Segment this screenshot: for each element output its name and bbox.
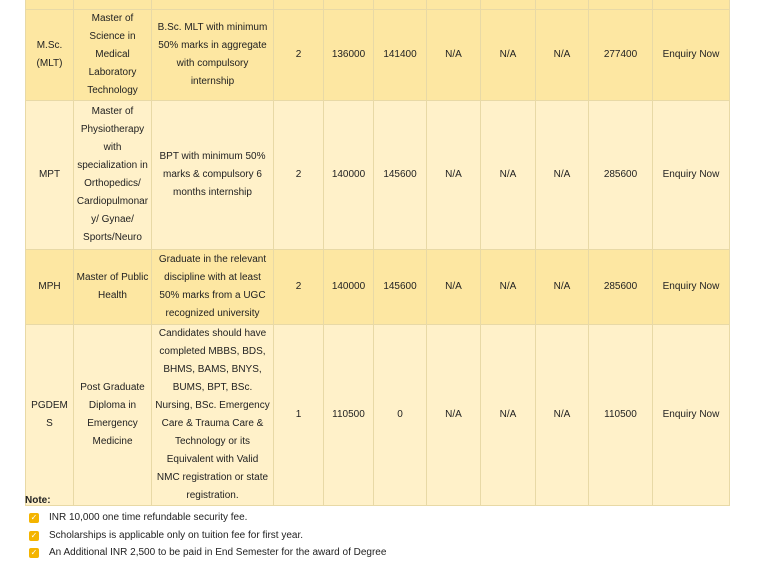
program-col-7: N/A <box>481 10 536 101</box>
note-item <box>25 547 386 559</box>
program-fee-2: 145600 <box>374 101 427 250</box>
program-eligibility: BPT with minimum 50% marks & compulsory 6 months internship <box>152 101 274 250</box>
program-code: MPH <box>26 250 74 325</box>
checkbox-checked-icon: ✓ <box>30 513 38 522</box>
program-code: PGDEMS <box>26 325 74 506</box>
program-total: 110500 <box>589 325 653 506</box>
program-col-7: N/A <box>481 325 536 506</box>
program-fee-2: 145600 <box>374 250 427 325</box>
program-duration: 1 <box>274 325 324 506</box>
program-col-8: N/A <box>536 10 589 101</box>
program-col-8: N/A <box>536 250 589 325</box>
fee-table <box>25 0 730 506</box>
fee-table-container <box>25 0 729 506</box>
note-list <box>25 512 386 559</box>
program-fee-1: 140000 <box>324 250 374 325</box>
enquiry-now-link[interactable]: Enquiry Now <box>653 101 730 250</box>
program-col-6: N/A <box>427 325 481 506</box>
enquiry-now-link[interactable]: Enquiry Now <box>653 10 730 101</box>
note-item-text: An Additional INR 2,500 to be paid in End Semester for the award of Degree <box>49 547 387 558</box>
program-eligibility: Graduate in the relevant discipline with at least 50% marks from a UGC recognized university <box>152 250 274 325</box>
note-item <box>25 512 386 524</box>
program-col-6: N/A <box>427 101 481 250</box>
table-row <box>26 10 730 101</box>
checkbox-checked-icon: ✓ <box>30 530 38 540</box>
program-fee-2: 141400 <box>374 10 427 101</box>
program-col-7: N/A <box>481 101 536 250</box>
table-row <box>26 101 730 250</box>
program-total: 285600 <box>589 101 653 250</box>
program-code: M.Sc.(MLT) <box>26 10 74 101</box>
program-col-6: N/A <box>427 250 481 325</box>
program-col-7: N/A <box>481 250 536 325</box>
program-col-8: N/A <box>536 101 589 250</box>
checkbox-checked-icon: ✓ <box>30 548 38 557</box>
program-name: Master of Science in Medical Laboratory Technology <box>74 10 152 101</box>
note-title: Note: <box>25 495 51 506</box>
program-duration: 2 <box>274 10 324 101</box>
table-row-partial <box>26 0 730 10</box>
table-row <box>26 250 730 325</box>
program-fee-2: 0 <box>374 325 427 506</box>
note-item-text: Scholarships is applicable only on tuition fee for first year. <box>49 529 304 541</box>
program-name: Master of Physiotherapy with specialization in Orthopedics/ Cardiopulmonary/ Gynae/ Sports/Neuro <box>74 101 152 250</box>
program-fee-1: 110500 <box>324 325 374 506</box>
note-item <box>25 530 386 542</box>
program-eligibility: Candidates should have completed MBBS, BDS, BHMS, BAMS, BNYS, BUMS, BPT, BSc. Nursing, BSc. Emergency Care & Trauma Care & Technology or its Equivalent with Valid NMC registration or state registration. <box>152 325 274 506</box>
enquiry-now-link[interactable]: Enquiry Now <box>653 250 730 325</box>
program-name: Post Graduate Diploma in Emergency Medicine <box>74 325 152 506</box>
program-code: MPT <box>26 101 74 250</box>
program-name: Master of Public Health <box>74 250 152 325</box>
program-total: 277400 <box>589 10 653 101</box>
program-duration: 2 <box>274 101 324 250</box>
note-section <box>25 495 386 565</box>
program-total: 285600 <box>589 250 653 325</box>
table-row <box>26 325 730 506</box>
program-fee-1: 140000 <box>324 101 374 250</box>
program-duration: 2 <box>274 250 324 325</box>
program-eligibility: B.Sc. MLT with minimum 50% marks in aggregate with compulsory internship <box>152 10 274 101</box>
program-fee-1: 136000 <box>324 10 374 101</box>
note-item-text: INR 10,000 one time refundable security fee. <box>49 512 248 523</box>
program-col-8: N/A <box>536 325 589 506</box>
enquiry-now-link[interactable]: Enquiry Now <box>653 325 730 506</box>
program-col-6: N/A <box>427 10 481 101</box>
